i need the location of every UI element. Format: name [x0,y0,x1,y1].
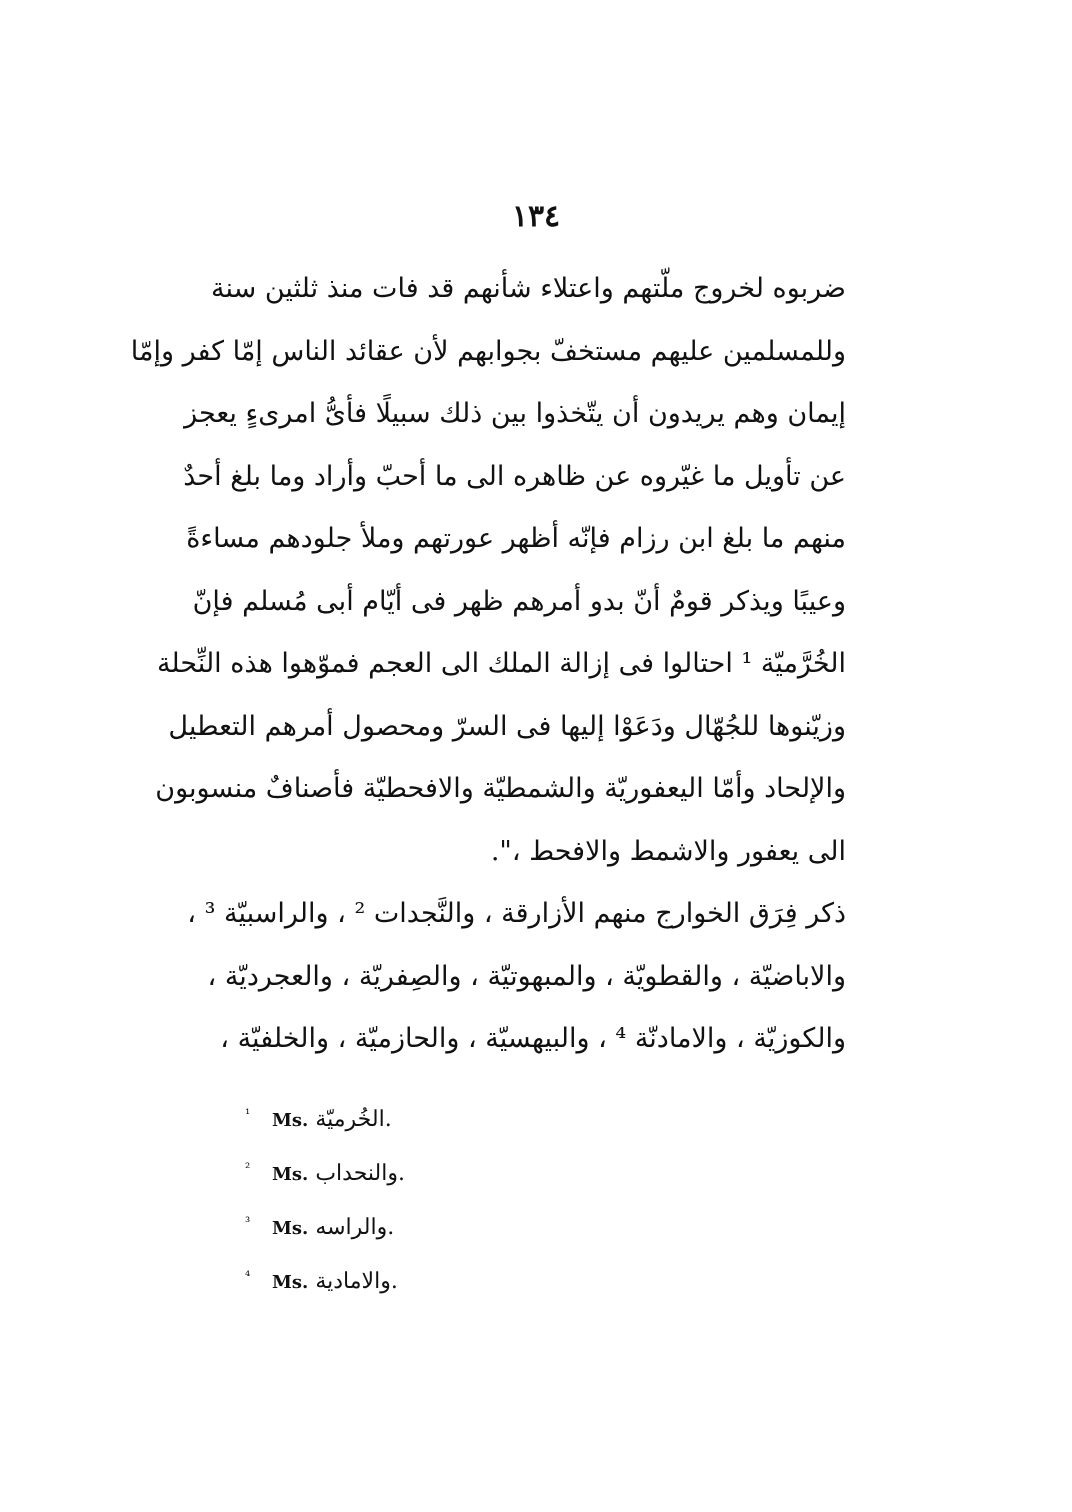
page-number: ١٣٤ [511,199,561,234]
footnote-ms-label: Ms. [272,1110,309,1131]
text-line: والاباضيّة ، والقطويّة ، والمبهوتيّة ، والصِفريّة ، والعجرديّة ، [207,960,846,992]
footnote [245,1154,645,1208]
footnote-number: ³ [245,1215,251,1230]
text-line: والإلحاد وأمّا اليعفوريّة والشمطيّة والافحطيّة فأصنافٌ منسوبون [155,773,846,804]
footnote-number: ² [245,1161,251,1176]
footnote-number: ⁴ [245,1269,251,1284]
text-line: وللمسلمين عليهم مستخفّ بجوابهم لأن عقائد الناس إمّا كفر وإمّا [130,335,846,367]
footnote-ms-label: Ms. [272,1218,309,1239]
text-line: الخُرَّميّة ¹ احتالوا فى إزالة الملك الى العجم فموّهوا هذه النِّحلة [156,648,846,679]
text-line: عن تأويل ما غيّروه عن ظاهره الى ما أحبّ وأراد وما بلغ أحدٌ [183,460,846,492]
footnote [245,1208,645,1262]
text-line: والكوزيّة ، والامادنّة ⁴ ، والبيهسيّة ، والحازميّة ، والخلفيّة ، [220,1023,846,1054]
text-line: إيمان وهم يريدون أن يتّخذوا بين ذلك سبيلًا فأىُّ امرىءٍ يعجز [184,398,846,429]
footnote-text: والامادية. [315,1269,398,1294]
footnote [245,1262,645,1316]
section-heading-line: ذكر فِرَق الخوارج منهم الأزارقة ، والنَّجدات ² ، والراسبيّة ³ ، [187,898,846,929]
text-line: ضربوه لخروج ملّتهم واعتلاء شأنهم قد فات منذ ثلثين سنة [210,273,846,304]
footnote-number: ¹ [245,1107,251,1122]
footnote-text: الخُرميّة. [315,1107,392,1132]
footnote-ms-label: Ms. [272,1164,309,1185]
footnote-text: والراسه. [315,1215,395,1240]
footnotes [245,1100,645,1316]
text-line: وزيّنوها للجُهّال ودَعَوْا إليها فى السرّ ومحصول أمرهم التعطيل [168,710,846,742]
text-line: منهم ما بلغ ابن رزام فإنّه أظهر عورتهم وملأ جلودهم مساءةً [186,523,846,554]
footnote-ms-label: Ms. [272,1272,309,1293]
text-line: وعيبًا ويذكر قومٌ أنّ بدو أمرهم ظهر فى أيّام أبى مُسلم فإنّ [192,585,846,617]
footnote-text: والنحداب. [315,1161,405,1186]
text-line-paragraph-end: الى يعفور والاشمط والافحط ،". [490,835,846,867]
body-text [130,258,846,1071]
footnote [245,1100,645,1154]
